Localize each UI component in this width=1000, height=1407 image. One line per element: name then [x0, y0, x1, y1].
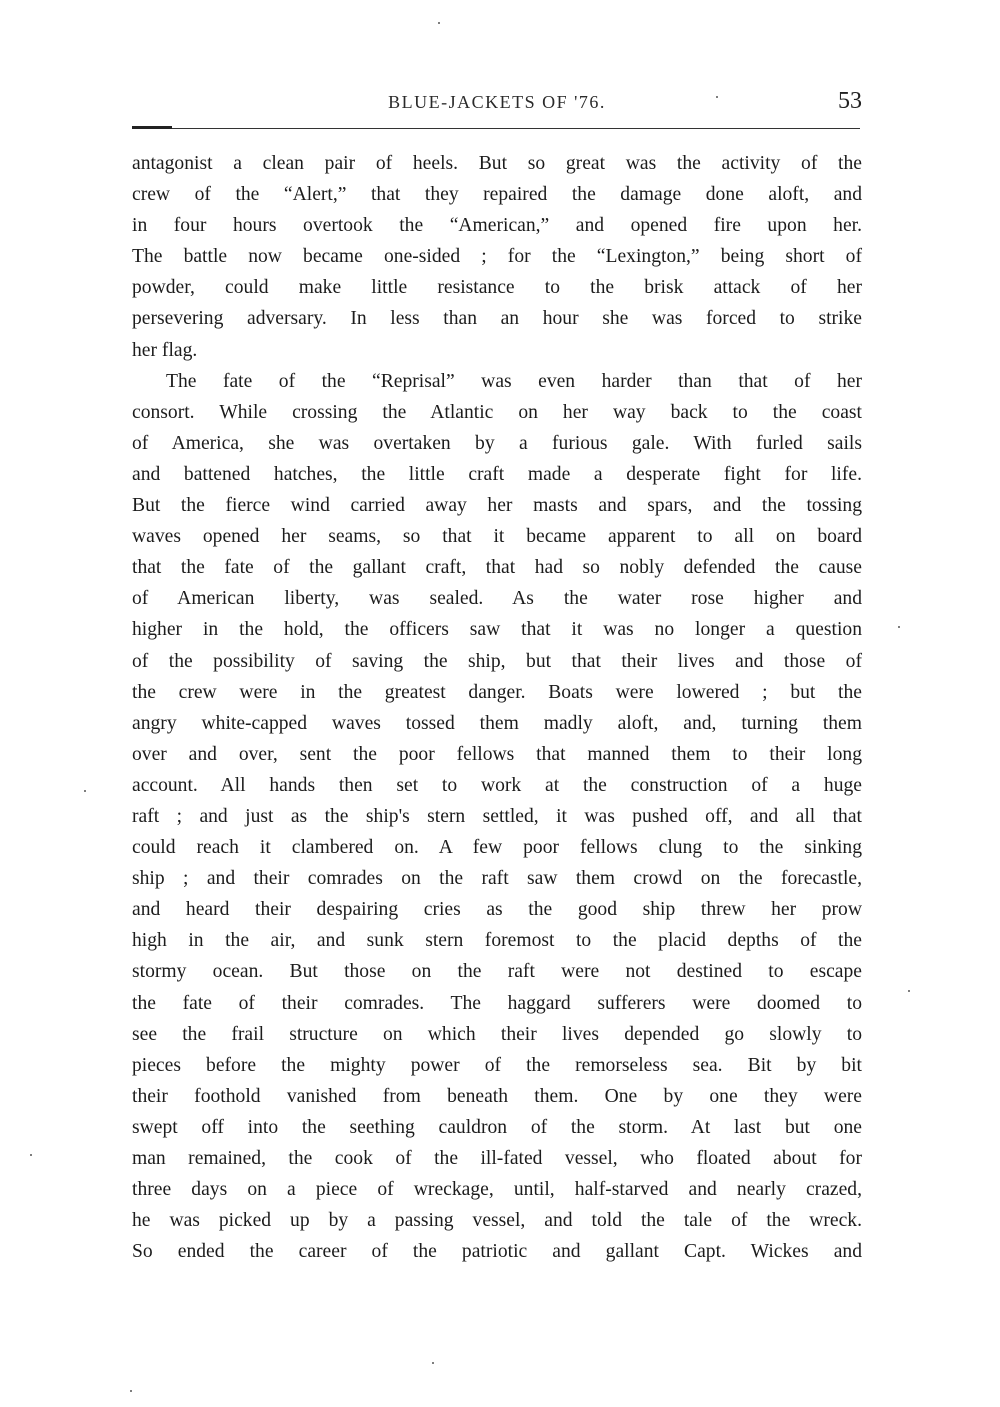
text-line: and battened hatches, the little craft made a desperate fight for life. — [132, 463, 862, 485]
text-line: man remained, the cook of the ill-fated vessel, who floated about for — [132, 1148, 862, 1169]
scan-speck — [898, 626, 900, 628]
text-line: But the fierce wind carried away her masts and spars, and the tossing — [132, 495, 862, 517]
text-line: of America, she was overtaken by a furious gale. With furled sails — [132, 432, 862, 454]
text-line: in four hours overtook the “American,” and opened fire upon her. — [132, 215, 862, 237]
text-line: three days on a piece of wreckage, until, half-starved and nearly crazed, — [132, 1179, 862, 1201]
text-line: persevering adversary. In less than an hour she was forced to strike — [132, 308, 862, 330]
scan-speck — [438, 22, 440, 24]
text-line: the fate of their comrades. The haggard sufferers were doomed to — [132, 992, 862, 1014]
text-line: waves opened her seams, so that it became apparent to all on board — [132, 526, 862, 548]
text-line: swept off into the seething cauldron of the storm. At last but one — [132, 1116, 862, 1138]
text-line: he was picked up by a passing vessel, and told the tale of the wreck. — [132, 1210, 862, 1232]
running-head — [132, 88, 862, 120]
text-line: raft ; and just as the ship's stern settled, it was pushed off, and all that — [132, 805, 862, 827]
header-rule — [132, 128, 860, 129]
scan-speck — [432, 1362, 434, 1364]
scan-speck — [30, 1154, 32, 1156]
text-line: and heard their despairing cries as the good ship threw her prow — [132, 899, 862, 921]
text-line: the crew were in the greatest danger. Boats were lowered ; but the — [132, 681, 862, 703]
text-line: account. All hands then set to work at the construction of a huge — [132, 774, 862, 796]
text-line: see the frail structure on which their lives depended go slowly to — [132, 1023, 862, 1045]
header-rule-mark — [132, 126, 172, 129]
text-line: of American liberty, was sealed. As the water rose higher and — [132, 588, 862, 610]
text-line: over and over, sent the poor fellows that manned them to their long — [132, 743, 862, 765]
text-line: consort. While crossing the Atlantic on her way back to the coast — [132, 401, 862, 423]
text-line: higher in the hold, the officers saw that it was no longer a question — [132, 619, 862, 641]
scan-speck — [130, 1390, 132, 1392]
scan-speck — [908, 990, 910, 992]
text-line: The fate of the “Reprisal” was even harder than that of her — [166, 370, 862, 392]
text-line: stormy ocean. But those on the raft were not destined to escape — [132, 961, 862, 983]
text-line: crew of the “Alert,” that they repaired the damage done aloft, and — [132, 184, 862, 206]
text-line: of the possibility of saving the ship, but that their lives and those of — [132, 650, 862, 672]
text-line: pieces before the mighty power of the remorseless sea. Bit by bit — [132, 1054, 862, 1076]
text-line: that the fate of the gallant craft, that had so nobly defended the cause — [132, 557, 862, 579]
text-line: her flag. — [132, 339, 198, 361]
text-line: high in the air, and sunk stern foremost to the placid depths of the — [132, 930, 862, 952]
text-line: The battle now became one-sided ; for the “Lexington,” being short of — [132, 246, 862, 268]
text-line: powder, could make little resistance to the brisk attack of her — [132, 277, 862, 299]
text-line: antagonist a clean pair of heels. But so great was the activity of the — [132, 153, 862, 174]
text-line: ship ; and their comrades on the raft saw them crowd on the forecastle, — [132, 868, 862, 890]
text-line: their foothold vanished from beneath them. One by one they were — [132, 1085, 862, 1107]
running-title: BLUE-JACKETS OF '76. — [388, 92, 606, 112]
body-text — [132, 148, 862, 1267]
scan-speck — [716, 96, 718, 98]
scan-speck — [84, 790, 86, 792]
page-number: 53 — [838, 88, 862, 114]
text-line: So ended the career of the patriotic and gallant Capt. Wickes and — [132, 1241, 862, 1263]
text-line: angry white-capped waves tossed them madly aloft, and, turning them — [132, 712, 862, 734]
text-line: could reach it clambered on. A few poor fellows clung to the sinking — [132, 837, 862, 859]
